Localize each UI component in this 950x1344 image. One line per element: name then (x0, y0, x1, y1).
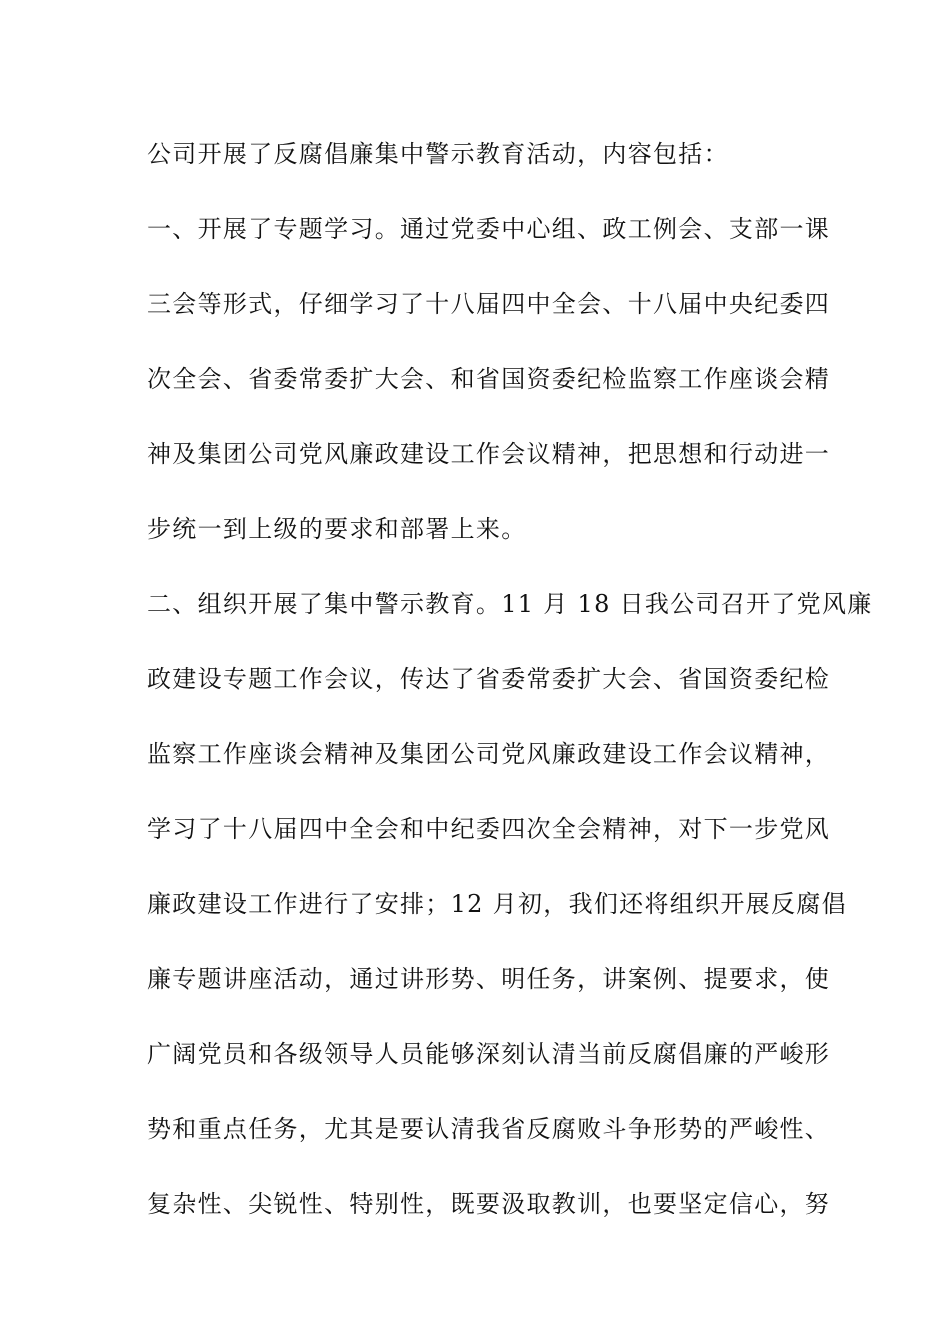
text-line: 广阔党员和各级领导人员能够深刻认清当前反腐倡廉的严峻形 (147, 1040, 831, 1068)
text-line: 神及集团公司党风廉政建设工作会议精神，把思想和行动进一 (147, 440, 831, 468)
text-line: 廉专题讲座活动，通过讲形势、明任务，讲案例、提要求，使 (147, 965, 831, 993)
text-line: 监察工作座谈会精神及集团公司党风廉政建设工作会议精神， (147, 740, 831, 768)
text-line: 一、开展了专题学习。通过党委中心组、政工例会、支部一课 (147, 215, 831, 243)
text-line: 学习了十八届四中全会和中纪委四次全会精神，对下一步党风 (147, 815, 831, 843)
text-line: 复杂性、尖锐性、特别性，既要汲取教训，也要坚定信心，努 (147, 1190, 831, 1218)
text-line: 势和重点任务，尤其是要认清我省反腐败斗争形势的严峻性、 (147, 1115, 831, 1143)
text-line: 步统一到上级的要求和部署上来。 (147, 515, 527, 543)
text-line: 次全会、省委常委扩大会、和省国资委纪检监察工作座谈会精 (147, 365, 831, 393)
text-line: 政建设专题工作会议，传达了省委常委扩大会、省国资委纪检 (147, 665, 831, 693)
document-body (147, 128, 873, 1253)
text-line: 二、组织开展了集中警示教育。11 月 18 日我公司召开了党风廉 (147, 590, 873, 618)
text-line: 公司开展了反腐倡廉集中警示教育活动，内容包括： (147, 140, 729, 168)
text-line: 三会等形式，仔细学习了十八届四中全会、十八届中央纪委四 (147, 290, 831, 318)
text-line: 廉政建设工作进行了安排；12 月初，我们还将组织开展反腐倡 (147, 890, 847, 918)
